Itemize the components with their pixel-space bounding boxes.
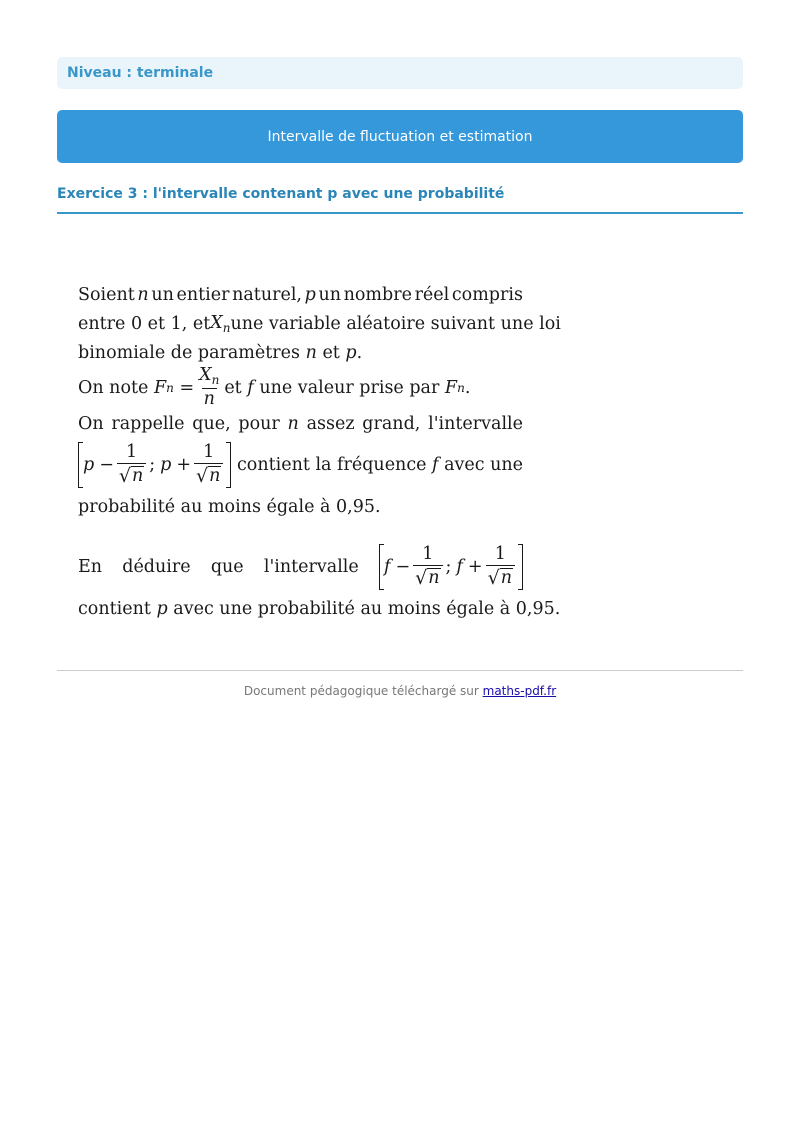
fraction <box>486 543 515 589</box>
math-var: n <box>137 284 149 305</box>
fraction-denominator <box>117 463 146 486</box>
statement-line-3 <box>78 338 523 367</box>
text-segment: une valeur prise par <box>259 378 440 398</box>
math-operator: − <box>395 557 411 577</box>
radical-sign: √ <box>415 566 428 589</box>
word: un <box>318 284 341 305</box>
punctuation: . <box>464 378 471 398</box>
radicand: n <box>209 466 221 487</box>
text-segment: On note <box>78 378 149 398</box>
statement-line-6 <box>78 438 523 492</box>
exercise-statement <box>78 280 561 623</box>
math-operator: + <box>176 455 192 475</box>
fraction-numerator: 1 <box>494 543 506 564</box>
fraction-numerator <box>197 367 221 388</box>
paragraph-gap <box>78 521 523 540</box>
word: l'intervalle <box>263 557 359 577</box>
text-segment: probabilité au moins égale à 0,95. <box>78 496 381 517</box>
word: assez <box>306 413 355 434</box>
math-var: f <box>247 378 254 398</box>
fraction <box>194 441 223 487</box>
title-banner <box>57 110 743 163</box>
word: avec <box>444 455 485 475</box>
word: réel <box>414 284 450 305</box>
level-label: Niveau : terminale <box>67 65 214 81</box>
word: déduire <box>122 557 191 577</box>
math-var: p <box>83 455 95 475</box>
fraction-numerator: 1 <box>203 441 215 462</box>
statement-line-4 <box>78 367 523 409</box>
footer-text: Document pédagogique téléchargé sur <box>243 684 483 698</box>
word: compris <box>451 284 523 305</box>
radical-sign: √ <box>118 464 131 487</box>
word: fréquence <box>337 455 427 475</box>
word: grand, <box>362 413 421 434</box>
math-operator: = <box>179 378 195 398</box>
word: l'intervalle <box>428 413 523 434</box>
fraction-numerator: 1 <box>422 543 434 564</box>
exercise-title: Exercice 3 : l'intervalle contenant p avec une probabilité <box>57 186 505 202</box>
word: naturel, <box>232 284 302 305</box>
text-segment: entre 0 et 1, et <box>78 313 211 334</box>
radicand: n <box>428 568 440 589</box>
word: que <box>210 557 244 577</box>
word: un <box>151 284 174 305</box>
word: On <box>78 413 104 434</box>
fraction-denominator <box>202 388 217 409</box>
math-operator: − <box>99 455 114 475</box>
interval-bracket <box>78 442 231 488</box>
fraction <box>197 367 221 409</box>
math-var: X <box>199 365 212 386</box>
math-var: F <box>153 378 167 398</box>
math-var: p <box>345 342 357 363</box>
fraction-denominator <box>413 565 442 588</box>
text-segment: avec une probabilité au moins égale à 0,95. <box>173 598 561 619</box>
fraction-numerator: 1 <box>126 441 138 462</box>
math-var: f <box>432 455 439 475</box>
math-var: p <box>304 284 316 305</box>
radicand: n <box>131 466 144 487</box>
footer-link[interactable]: maths-pdf.fr <box>482 684 557 698</box>
text-segment: et <box>322 342 340 363</box>
text-segment: contient <box>78 598 151 619</box>
word: entier <box>176 284 230 305</box>
word: rappelle <box>111 413 185 434</box>
math-var: n <box>287 413 299 434</box>
footer <box>0 684 800 698</box>
math-var: p <box>156 598 168 619</box>
math-var: n <box>203 389 215 410</box>
word: une <box>490 455 523 475</box>
punctuation: ; <box>149 455 156 475</box>
statement-line-2 <box>78 309 561 338</box>
fraction <box>413 543 442 589</box>
math-var: f <box>456 557 463 577</box>
math-subscript: n <box>211 373 220 388</box>
text-segment: binomiale de paramètres <box>78 342 300 363</box>
square-root <box>119 466 144 486</box>
math-var: X <box>210 312 223 333</box>
math-operator: + <box>467 557 483 577</box>
math-subscript: n <box>166 381 174 395</box>
text-segment: et <box>224 378 242 398</box>
statement-line-5 <box>78 409 523 438</box>
square-root <box>196 466 221 486</box>
exercise-divider <box>57 212 743 214</box>
statement-line-9 <box>78 594 561 623</box>
fraction-denominator <box>194 463 223 486</box>
statement-line-7 <box>78 492 523 521</box>
math-var: f <box>383 557 391 577</box>
math-var: p <box>160 455 172 475</box>
radical-sign: √ <box>487 566 500 589</box>
math-subscript: n <box>457 381 465 395</box>
radicand: n <box>500 568 512 589</box>
word: Soient <box>78 284 135 305</box>
text-segment: une variable aléatoire suivant une loi <box>230 313 561 334</box>
word: pour <box>238 413 280 434</box>
interval-bracket <box>379 544 523 590</box>
word: nombre <box>343 284 412 305</box>
word: En <box>78 557 103 577</box>
word: la <box>315 455 332 475</box>
page-title: Intervalle de fluctuation et estimation <box>267 128 533 145</box>
statement-line-8 <box>78 540 523 594</box>
punctuation: ; <box>445 557 452 577</box>
fraction-denominator <box>486 565 515 588</box>
level-bar <box>57 57 743 89</box>
square-root <box>488 568 513 588</box>
fraction <box>117 441 146 487</box>
math-subscript: n <box>222 320 231 335</box>
word: contient <box>236 455 310 475</box>
math-term <box>210 313 230 335</box>
punctuation: . <box>356 342 363 363</box>
math-var: F <box>444 378 458 398</box>
footer-divider <box>57 670 743 671</box>
statement-line-1 <box>78 280 523 309</box>
radical-sign: √ <box>196 464 209 487</box>
math-var: n <box>305 342 317 363</box>
word: que, <box>192 413 231 434</box>
square-root <box>415 568 440 588</box>
